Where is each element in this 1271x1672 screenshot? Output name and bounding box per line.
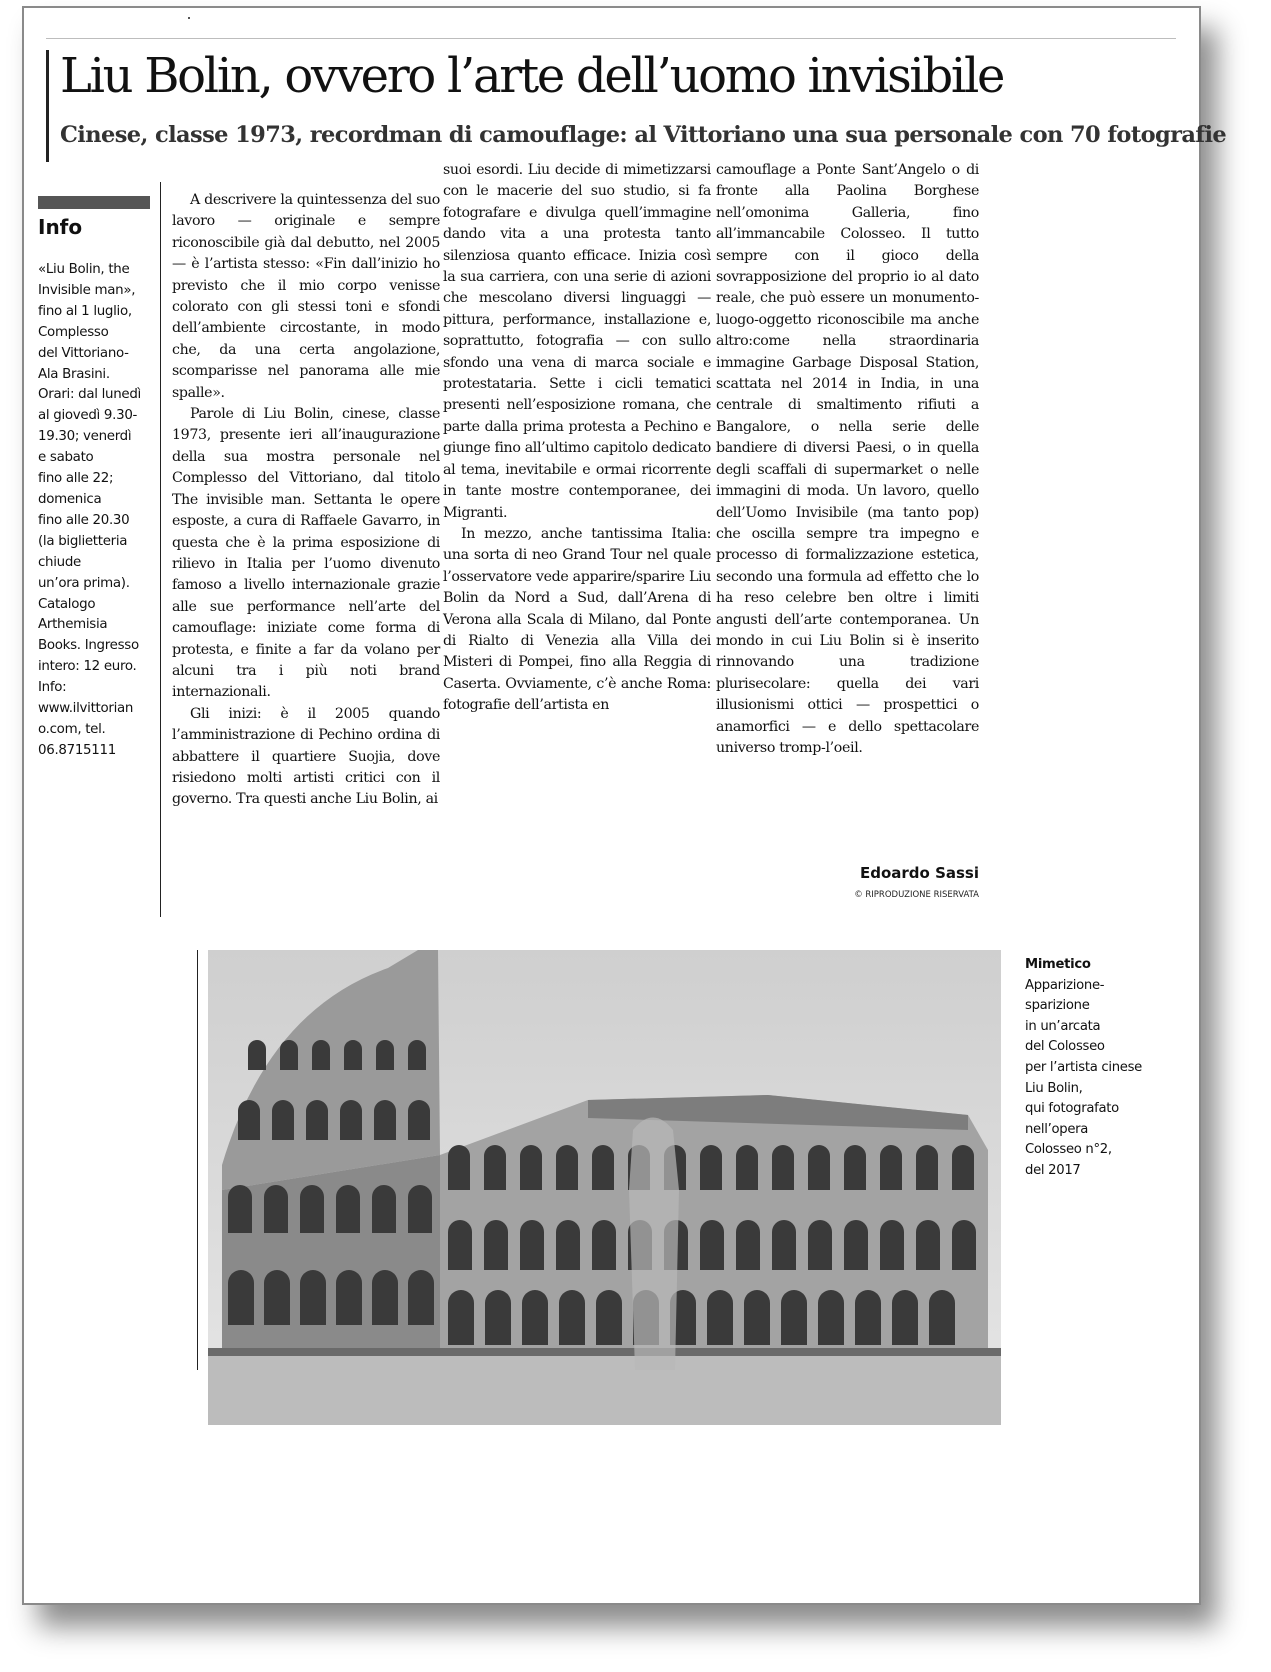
paragraph: A descrivere la quintessenza del suo lavoro — originale e sempre riconoscibile già dal debutto, nel 2005 — è l’artista stesso: «Fin dall’inizio ho previsto che il mio corpo venisse colorato con gli stessi toni e sfondi dell’ambiente circostante, in modo che, da una certa angolazione, scomparisse nel panorama alle mie spalle».	[172, 192, 440, 401]
photo-arch	[808, 1145, 830, 1190]
info-box-rule	[38, 196, 150, 209]
photo-arch	[485, 1290, 511, 1345]
photo-arch	[892, 1290, 918, 1345]
photo-arch	[312, 1040, 330, 1070]
photo-arch	[781, 1290, 807, 1345]
author-byline: Edoardo Sassi	[860, 864, 979, 882]
photo-arch	[408, 1185, 432, 1233]
photo-arch	[306, 1100, 328, 1140]
photo-arch	[592, 1145, 614, 1190]
photo-arch	[448, 1220, 472, 1270]
photo-arch	[700, 1145, 722, 1190]
info-box-title: Info	[38, 215, 83, 239]
info-box-text: «Liu Bolin, the Invisible man», fino al 1 luglio, Complesso del Vittoriano- Ala Brasini. Orari: dal lunedì al giovedì 9.30- 19.30; venerdì e sabato fino alle 22; domenica fino alle 20.30 (la biglietteria chiude un’ora prima). Catalogo Arthemisia Books. Ingresso intero: 12 euro. Info: www.ilvittorian o.com, tel. 06.8715111	[38, 262, 141, 758]
photo-arch	[376, 1040, 394, 1070]
photo-arch	[264, 1270, 290, 1325]
caption-body: Apparizione- sparizione in un’arcata del Colosseo per l’artista cinese Liu Bolin, qui fotografato nell’opera Colosseo n°2, del 2017	[1025, 977, 1142, 1178]
photo-arch	[844, 1145, 866, 1190]
print-speck	[188, 17, 190, 19]
photo-divider	[197, 950, 198, 1370]
photo-arch	[700, 1220, 724, 1270]
photo-caption	[1025, 955, 1165, 1182]
photo-arch	[520, 1145, 542, 1190]
photo-arch	[374, 1100, 396, 1140]
photo-arch	[448, 1145, 470, 1190]
column-divider	[160, 182, 161, 917]
photo-arch	[248, 1040, 266, 1070]
photo-arch	[408, 1100, 430, 1140]
photo-arch	[280, 1040, 298, 1070]
photo-arch	[844, 1220, 868, 1270]
photo-arch	[929, 1290, 955, 1345]
photo-arch	[484, 1220, 508, 1270]
paragraph: camouflage a Ponte Sant’Angelo o di fronte alla Paolina Borghese nell’omonima Galleria, fino all’immancabile Colosseo. Il tutto sempre con il gioco della sovrapposizione del proprio io al dato reale, che può essere un monumento-luogo-oggetto riconoscibile ma anche altro:come nella straordinaria immagine Garbage Disposal Station, scattata nel 2014 in India, in una centrale di smaltimento rifiuti a Bangalore, o nella serie delle bandiere di diversi Paesi, o in quella degli scaffali di supermarket o nelle immagini di moda. Un lavoro, quello dell’Uomo Invisibile (ma tanto pop) che oscilla sempre tra impegno e processo di formalizzazione estetica, secondo una formula ad effetto che lo ha reso celebre ben oltre i limiti angusti dell’arte contemporanea. Un mondo in cui Liu Bolin si è inserito rinnovando una tradizione plurisecolare: quella dei vari illusionismi ottici — prospettici o anamorfici — e dello spettacolare universo tromp-l’oeil.	[716, 162, 979, 756]
photo-arch	[522, 1290, 548, 1345]
photo-arch	[707, 1290, 733, 1345]
photo-arch	[952, 1145, 974, 1190]
photo-arch	[372, 1185, 396, 1233]
article-column-3	[716, 160, 979, 759]
colosseum-illustration	[208, 950, 1001, 1425]
photo-arch	[736, 1145, 758, 1190]
photo-arch	[744, 1290, 770, 1345]
photo-arch	[556, 1145, 578, 1190]
photo-arch	[448, 1290, 474, 1345]
photo-arch	[300, 1270, 326, 1325]
caption-title: Mimetico	[1025, 957, 1091, 972]
photo-arch	[408, 1270, 434, 1325]
photo-arch	[408, 1040, 426, 1070]
photo-arch	[484, 1145, 506, 1190]
photo-arch	[556, 1220, 580, 1270]
paragraph: In mezzo, anche tantissima Italia: una sorta di neo Grand Tour nel quale l’osservatore vede apparire/sparire Liu Bolin da Nord a Sud, dall’Arena di Verona alla Scala di Milano, dal Ponte di Rialto di Venezia alla Villa dei Misteri di Pompei, fino alla Reggia di Caserta. Ovviamente, c’è anche Roma: fotografie dell’artista en	[443, 525, 711, 714]
photo-arch	[264, 1185, 288, 1233]
photo-arch	[344, 1040, 362, 1070]
photo-arch	[228, 1185, 252, 1233]
photo-arch	[880, 1145, 902, 1190]
photo-arch	[592, 1220, 616, 1270]
copyright-notice: © RIPRODUZIONE RISERVATA	[854, 890, 979, 900]
paragraph: Parole di Liu Bolin, cinese, classe 1973, presente ieri all’inaugurazione della sua mostra personale nel Complesso del Vittoriano, dal titolo The invisible man. Settanta le opere esposte, a cura di Raffaele Gavarro, in questa che è la prima esposizione di rilievo in Italia per l’uomo divenuto famoso a livello internazionale grazie alle sue performance nell’arte del camouflage: iniziate come forma di protesta, e finite a far da volano per alcuni tra i più noti brand internazionali.	[172, 406, 440, 701]
photo-arch	[300, 1185, 324, 1233]
photo-arch	[272, 1100, 294, 1140]
article-column-1	[172, 190, 440, 811]
photo-arch	[336, 1185, 360, 1233]
photo-arch	[808, 1220, 832, 1270]
paragraph: Gli inizi: è il 2005 quando l’amministrazione di Pechino ordina di abbattere il quartiere Suojia, dove risiedono molti artisti critici con il governo. Tra questi anche Liu Bolin, ai	[172, 705, 440, 808]
photo-arch	[880, 1220, 904, 1270]
colosseum-photo	[208, 950, 1001, 1425]
photo-arch	[855, 1290, 881, 1345]
photo-arch	[559, 1290, 585, 1345]
top-divider	[46, 38, 1176, 39]
photo-arch	[818, 1290, 844, 1345]
photo-arch	[372, 1270, 398, 1325]
photo-arch	[916, 1220, 940, 1270]
photo-arch	[228, 1270, 254, 1325]
paragraph: suoi esordi. Liu decide di mimetizzarsi con le macerie del suo studio, si fa fotografare e divulga quell’immagine dando vita a una protesta tanto silenziosa quanto efficace. Inizia così la sua carriera, con una serie di azioni che mescolano diversi linguaggi — pittura, performance, installazione e, soprattutto, fotografia — con sullo sfondo una vena di marca sociale e protestataria. Sette i cicli tematici presenti nell’esposizione romana, che parte dalla prima protesta a Pechino e giunge fino all’ultimo capitolo dedicato al tema, inevitabile e ormai ricorrente in tante mostre contemporanee, dei Migranti.	[443, 162, 711, 521]
photo-arch	[520, 1220, 544, 1270]
photo-arch	[596, 1290, 622, 1345]
article-column-2	[443, 160, 711, 717]
photo-arch	[916, 1145, 938, 1190]
photo-arch	[340, 1100, 362, 1140]
headline: Liu Bolin, ovvero l’arte dell’uomo invisibile	[60, 48, 1004, 104]
photo-arch	[336, 1270, 362, 1325]
photo-arch	[736, 1220, 760, 1270]
photo-arch	[238, 1100, 260, 1140]
photo-arch	[772, 1220, 796, 1270]
subheadline: Cinese, classe 1973, recordman di camouflage: al Vittoriano una sua personale con 70 fotografie	[60, 122, 1227, 148]
headline-bar	[46, 50, 49, 162]
photo-arch	[952, 1220, 976, 1270]
photo-arch	[772, 1145, 794, 1190]
